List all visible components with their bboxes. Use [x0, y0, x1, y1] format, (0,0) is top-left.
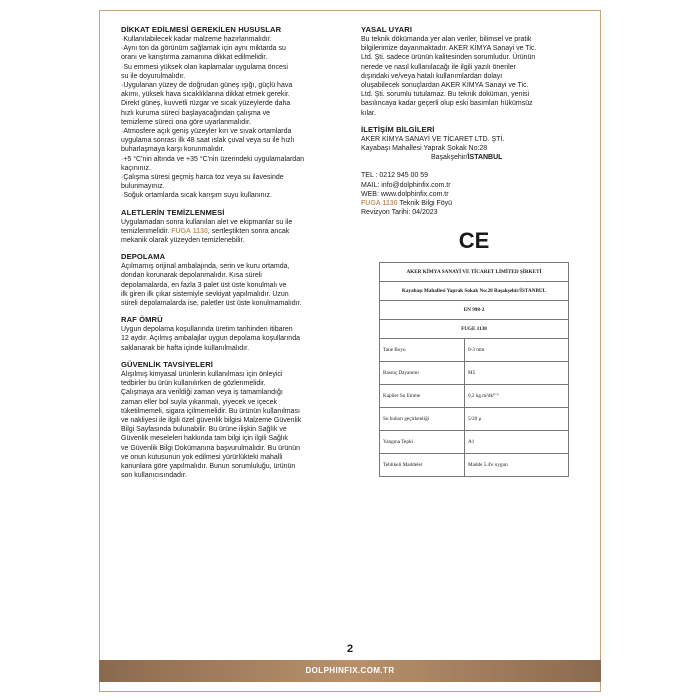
text-line: temizleme süreci ona göre uyarlanmalıdır. — [121, 118, 251, 126]
company-name: AKER KİMYA SANAYİ VE TİCARET LTD. ŞTİ. — [361, 135, 505, 143]
row-value: 0-3 mm — [465, 339, 569, 362]
product-brand: FUGA 1130 — [361, 200, 398, 208]
legal-section — [361, 25, 587, 118]
text-line: Bilgi Sayfasında bulunabilir. Bu ürüne ilişkin Sağlık ve — [121, 426, 287, 434]
text-line: mekanik olarak yüzeyden temizlenebilir. — [121, 237, 245, 245]
product-brand: FUGA 1130 — [171, 227, 208, 235]
city: İSTANBUL — [467, 154, 503, 162]
row-label: Basınç Dayanımı — [380, 362, 465, 385]
text-line: ve onun kutusunun yok edilmesi yürürlükteki mahalli — [121, 453, 283, 461]
text-line: dondan korunarak depolanmalıdır. Kısa süreli — [121, 272, 262, 280]
text-line: ·Çalışma süresi geçmiş harca toz veya su ilavesinde — [121, 174, 284, 182]
phone-number: TEL : 0212 945 00 59 — [361, 172, 429, 180]
text-line: 12 aydır. Açılmış ambalajlar uygun depolama koşullarında — [121, 335, 300, 343]
text-line: dışındaki ve/veya hatalı kullanımlardan dolayı — [361, 72, 503, 80]
safety-section — [121, 360, 351, 480]
table-row — [380, 408, 569, 431]
safety-heading: GÜVENLİK TAVSİYELERİ — [121, 359, 214, 369]
row-value: A1 — [465, 431, 569, 454]
table-product: FUGE 1130 — [380, 320, 569, 339]
text-line: ·+5 °C'nin altında ve +35 °C'nin üzerindeki uygulamalardan — [121, 155, 304, 163]
row-label: Kapiler Su Emme — [380, 385, 465, 408]
text-line: ·Uygulanan yüzey de doğrudan güneş ışığı, güçlü hava — [121, 82, 293, 90]
text-line: bulunmayınız. — [121, 183, 165, 191]
text-line: ilk giren ilk çıkar sistemiyle sevkiyat yapılmalıdır. Uzun — [121, 290, 289, 298]
row-label: Tehlikeli Maddeler — [380, 454, 465, 477]
shelf-life-heading: RAF ÖMRÜ — [121, 315, 163, 325]
text-line: ·Atmosfere açık geniş yüzeyler kırı ve sıvak ortamlarda — [121, 128, 292, 136]
text-line: son kullanıcısındadır. — [121, 472, 187, 480]
table-row — [380, 454, 569, 477]
text-line: tüketilmemeli, sigara içilmemelidir. Bu ürünün kullanılması — [121, 407, 300, 415]
table-row — [380, 362, 569, 385]
text-line: kılar. — [361, 109, 376, 117]
cleaning-section — [121, 208, 351, 246]
text-line: Güvenlik meseleleri hakkında tam bilgi için ilgili Sağlık — [121, 435, 288, 443]
text-line: Uygun depolama koşullarında üretim tarihinden itibaren — [121, 326, 293, 334]
email-address: MAIL: info@dolphinfix.com.tr — [361, 181, 451, 189]
table-row — [380, 339, 569, 362]
table-standard: EN 998-2 — [380, 301, 569, 320]
ce-mark-icon: CE — [458, 228, 490, 254]
left-column — [121, 25, 351, 487]
text-line: Bu teknik dökümanda yer alan veriler, bilimsel ve pratik — [361, 36, 532, 43]
row-value: 5/20 μ — [465, 408, 569, 431]
ce-declaration-table — [379, 262, 569, 477]
table-company: AKER KİMYA SANAYİ VE TİCARET LİMİTED ŞİRKETİ — [380, 263, 569, 282]
text-line: oranı ve karıştırma zamanına dikkat edilmelidir. — [121, 54, 268, 62]
text-line: basılıncaya kadar geçerli olup eski basımları hükümsüz — [361, 100, 533, 108]
text-line: Açılmamış orijinal ambalajında, serin ve kuru ortamda, — [121, 263, 290, 271]
text-line: Çalışmaya ara verildiği zaman veya iş tamamlandığı — [121, 389, 283, 397]
storage-heading: DEPOLAMA — [121, 252, 166, 262]
row-value: Madde 5.4'e uygun — [465, 454, 569, 477]
text-line: akımı, yüksek hava sıcaklıklarına dikkat etmek gerekir. — [121, 91, 290, 99]
row-value: 0,2 kg.m²dk⁰ʼ⁵ — [465, 385, 569, 408]
legal-heading: YASAL UYARI — [361, 25, 413, 34]
text-fragment: , sertleştikten sonra ancak — [207, 227, 290, 235]
cleaning-heading: ALETLERİN TEMİZLENMESİ — [121, 207, 225, 217]
shelf-life-section — [121, 315, 351, 353]
footer-bar[interactable]: DOLPHINFIX.COM.TR — [99, 660, 601, 682]
text-line: buharlaşmaya karşı korunmalıdır. — [121, 146, 225, 154]
text-line: Uygulamadan sonra kullanılan alet ve ekipmanlar su ile — [121, 218, 293, 226]
district-city — [361, 153, 587, 162]
row-label: Tane Boyu — [380, 339, 465, 362]
street-address: Kayabaşı Mahallesi Yaprak Sokak No:28 — [361, 145, 488, 153]
precautions-section — [121, 25, 351, 201]
text-line: uygulama sonrası ilk 48 saat ıslak çuval veya su ile hızlı — [121, 137, 295, 145]
text-line: saklanarak bir hafta içinde kullanılmalıdır. — [121, 344, 250, 352]
table-row — [380, 385, 569, 408]
text-line: nerede ve nasıl kullanılacağı ile ilgili yazılı öneriler — [361, 63, 516, 71]
text-line: depolamalarda, en fazla 3 palet üst üste konulmalı ve — [121, 281, 287, 289]
row-value: M5 — [465, 362, 569, 385]
text-line: süreli depolamalarda ise, paletler üst üste konulmamalıdır. — [121, 300, 302, 308]
text-line: tedbirler bu ürün kullanılırken de gözlenmelidir. — [121, 380, 266, 388]
page-number: 2 — [346, 643, 354, 655]
document-type: Teknik Bilgi Föyü — [397, 200, 453, 208]
text-line: zaman eller bol suyla yıkanmalı, yiyecek ve içecek — [121, 398, 278, 406]
text-line: kanunlara göre yapılmalıdır. Bunun sorumluluğu, ürünün — [121, 462, 296, 470]
text-line: Direkt güneş, kuvvetli rüzgar ve sıcak yüzeylerde daha — [121, 100, 291, 108]
text-line: kaçınınız. — [121, 164, 151, 172]
text-line: ·Aynı ton da görünüm sağlamak için aynı miktarda su — [121, 45, 286, 53]
text-fragment: temizlenmelidir. — [121, 227, 170, 235]
contact-heading: İLETİŞİM BİLGİLERİ — [361, 124, 435, 134]
district: Başakşehir/ — [431, 154, 468, 162]
text-line: ·Kullanılabilecek kadar malzeme hazırlanmalıdır. — [121, 36, 272, 43]
text-line: ·Su emmesi yüksek olan kaplamalar uygulama öncesi — [121, 63, 288, 71]
text-line: hızlı kuruma süreci başlayacağından çalışma ve — [121, 109, 271, 117]
revision-date: Revizyon Tarihi: 04/2023 — [361, 209, 438, 217]
text-line: ve Güvenlik Bilgi Dokümanına başvurulmalıdır. Bu ürünün — [121, 444, 300, 452]
table-address: Kayabaşı Mahallesi Yaprak Sokak No:28 Başakşehir/İSTANBUL — [380, 282, 569, 301]
text-line: ve nakliyesi ile ilgili özel güvenlik bilgisi Malzeme Güvenlik — [121, 416, 302, 424]
document-title — [361, 199, 587, 208]
row-label: Yangına Tepki — [380, 431, 465, 454]
right-column — [361, 25, 587, 477]
website: WEB: www.dolphinfix.com.tr — [361, 190, 449, 198]
text-line: Alışılmış kimyasal ürünlerin kullanılması için önleyici — [121, 370, 283, 378]
storage-section — [121, 252, 351, 308]
contact-section — [361, 125, 587, 218]
text-line: ·Soğuk ortamlarda sıcak karışım suyu kullanınız. — [121, 192, 272, 200]
text-line: su ile doyurulmalıdır. — [121, 72, 186, 80]
table-row — [380, 431, 569, 454]
text-line: Ltd. Şti. sadece ürünün kalitesinden sorumludur. Ürünün — [361, 54, 536, 62]
row-label: Su buharı geçirkenliği — [380, 408, 465, 431]
precautions-heading: DİKKAT EDİLMESİ GEREKİLEN HUSUSLAR — [121, 25, 282, 34]
text-line — [121, 227, 351, 236]
text-line: Ltd. Şti. sorumlu tutulamaz. Bu teknik doküman, yenisi — [361, 91, 530, 99]
text-line: bilgilerimize dayanmaktadır. AKER KİMYA Sanayi ve Tic. — [361, 45, 537, 53]
text-line: oluşabilecek sonuçlardan AKER KİMYA Sanayi ve Tic. — [361, 82, 529, 90]
